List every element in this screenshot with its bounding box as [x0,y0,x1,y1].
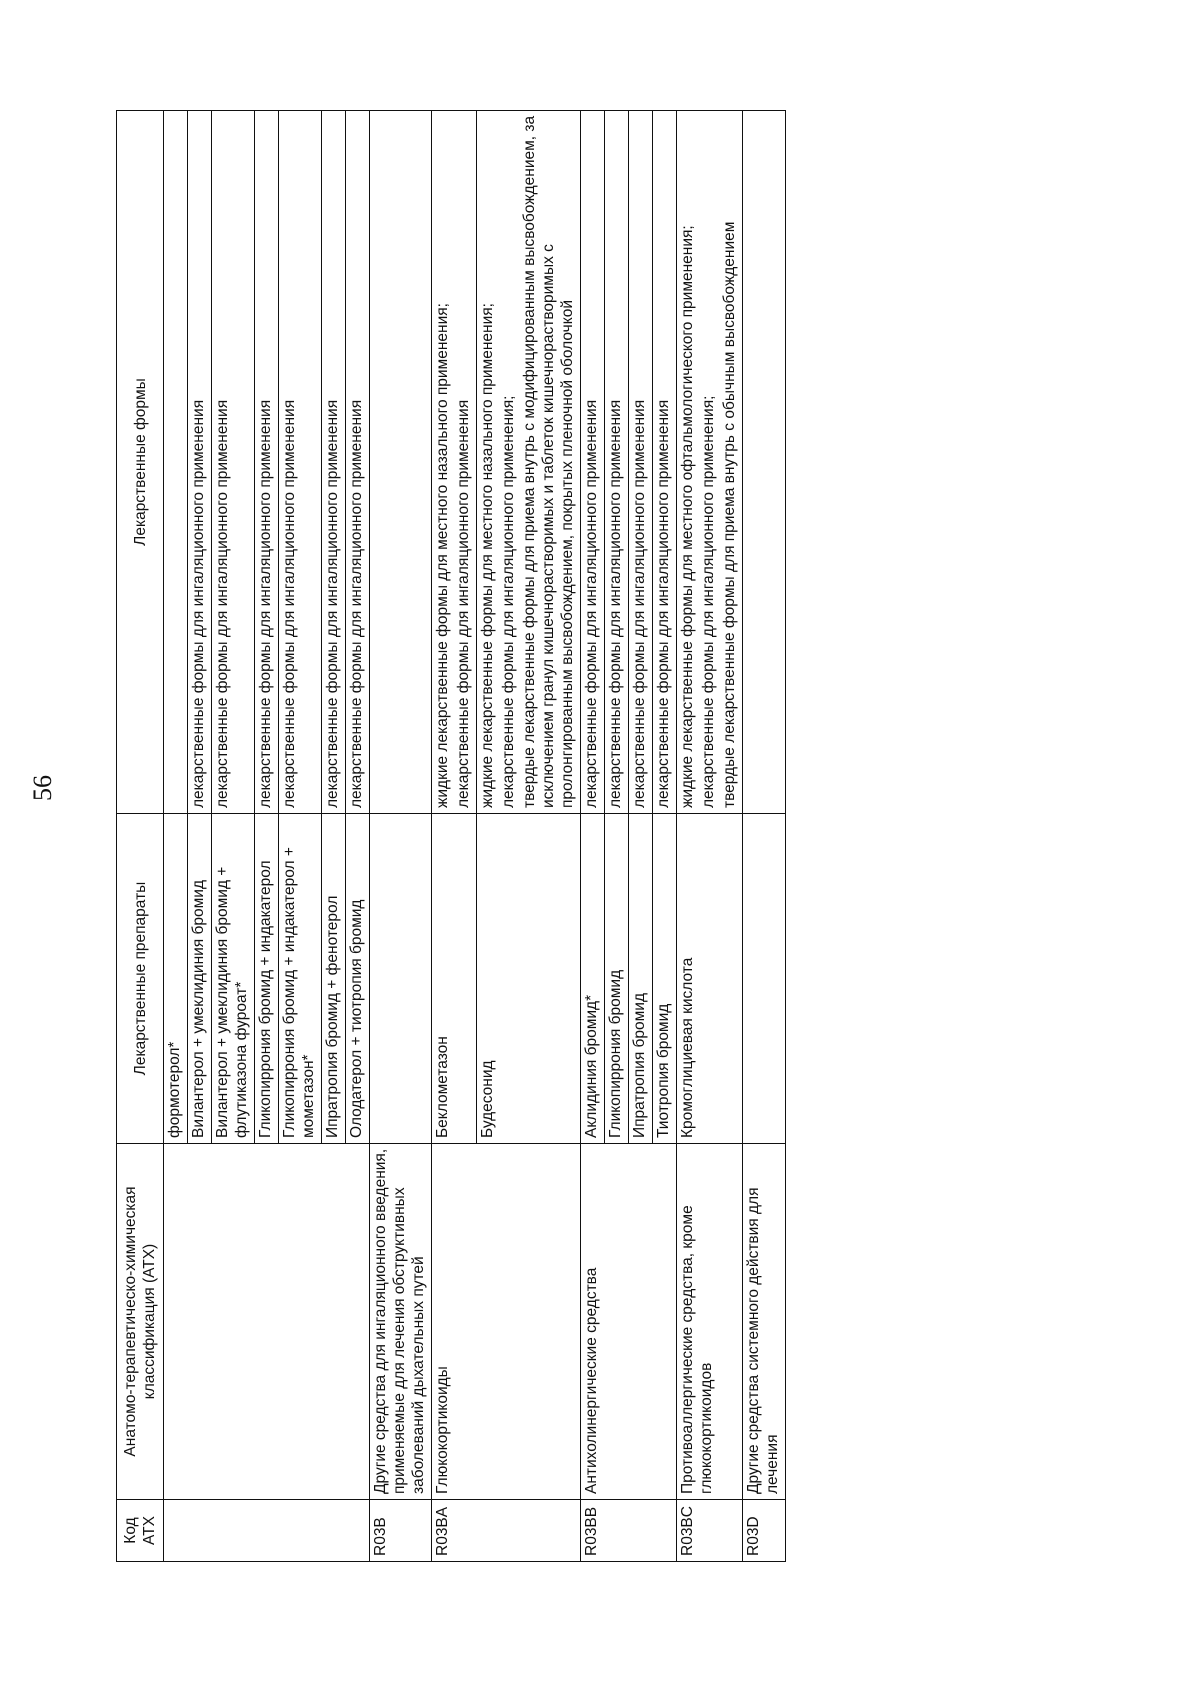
form-entry: твердые лекарственные формы для приема внутрь с обычным высвобождением [721,221,738,808]
drug-cell: Вилантерол + умеклидиния бромид [188,814,212,1144]
table-body [164,111,786,1562]
forms-cell [279,111,322,814]
drug-cell: Ипратропия бромид [629,814,653,1144]
drug-cell: Гликопиррония бромид + индакатерол [255,814,279,1144]
forms-cell [629,111,653,814]
table-row [581,111,605,1562]
forms-cell [743,111,786,814]
forms-cell [677,111,743,814]
classification-cell [164,1144,370,1500]
page-number-text: 56 [28,775,57,801]
drug-cell: Вилантерол + умеклидиния бромид + флутиказона фуроат* [212,814,255,1144]
form-entry: лекарственные формы для ингаляционного применения [324,399,341,808]
form-entry: лекарственные формы для ингаляционного применения [455,399,472,808]
code-cell: R03BC [677,1500,743,1562]
code-cell: R03D [743,1500,786,1562]
drug-cell: Аклидиния бромид* [581,814,605,1144]
form-entry: лекарственные формы для ингаляционного применения [631,399,648,808]
table-row [743,111,786,1562]
forms-cell [432,111,477,814]
forms-cell [346,111,370,814]
code-cell [164,1500,370,1562]
drug-cell [743,814,786,1144]
table-row [677,111,743,1562]
form-entry: лекарственные формы для ингаляционного применения; [700,395,717,808]
header-classification: Анатомо-терапевтическо-химическая классификация (АТХ) [117,1144,164,1500]
forms-cell [212,111,255,814]
form-entry: твердые лекарственные формы для приема внутрь с модифицированным высвобождением, за исключением гранул кишечнорастворимых и таблеток кишечнорастворимых с пролонгированным высвобождением, покрытых пленочной оболочкой [521,115,576,808]
table-row [370,111,432,1562]
form-entry: жидкие лекарственные формы для местного назального применения; [479,303,496,808]
classification-cell: Глюкокортикоиды [432,1144,581,1500]
code-cell: R03BA [432,1500,581,1562]
classification-cell: Другие средства системного действия для лечения [743,1144,786,1500]
table-header [117,111,164,1562]
form-entry: лекарственные формы для ингаляционного применения [348,399,365,808]
drug-cell: формотерол* [164,814,188,1144]
classification-cell: Противоаллергические средства, кроме глюкокортикоидов [677,1144,743,1500]
drug-cell: Гликопиррония бромид [605,814,629,1144]
forms-cell [605,111,629,814]
header-forms: Лекарственные формы [117,111,164,814]
form-entry: лекарственные формы для ингаляционного применения; [500,395,517,808]
code-cell: R03BB [581,1500,677,1562]
forms-cell [477,111,581,814]
drug-cell [370,814,432,1144]
form-entry: лекарственные формы для ингаляционного применения [655,399,672,808]
classification-cell: Антихолинергические средства [581,1144,677,1500]
form-entry: лекарственные формы для ингаляционного применения [257,399,274,808]
forms-cell [581,111,605,814]
table-row [432,111,477,1562]
header-code: Код АТХ [117,1500,164,1562]
forms-cell [653,111,677,814]
form-entry: лекарственные формы для ингаляционного применения [190,399,207,808]
drug-cell: Кромоглициевая кислота [677,814,743,1144]
forms-cell [370,111,432,814]
form-entry: лекарственные формы для ингаляционного применения [607,399,624,808]
form-entry: жидкие лекарственные формы для местного назального применения; [434,303,451,808]
header-drugs: Лекарственные препараты [117,814,164,1144]
drug-cell: Гликопиррония бромид + индакатерол + мометазон* [279,814,322,1144]
code-cell: R03B [370,1500,432,1562]
drug-cell: Тиотропия бромид [653,814,677,1144]
drug-cell: Ипратропия бромид + фенотерол [322,814,346,1144]
form-entry: лекарственные формы для ингаляционного применения [583,399,600,808]
table-row [164,111,188,1562]
header-row [117,111,164,1562]
forms-cell [322,111,346,814]
drug-cell: Беклометазон [432,814,477,1144]
classification-cell: Другие средства для ингаляционного введения, применяемые для лечения обструктивных заболеваний дыхательных путей [370,1144,432,1500]
forms-cell [164,111,188,814]
form-entry: жидкие лекарственные формы для местного офтальмологического применения; [679,225,696,808]
drug-cell: Будесонид [477,814,581,1144]
form-entry: лекарственные формы для ингаляционного применения [281,399,298,808]
forms-cell [255,111,279,814]
drug-cell: Олодатерол + тиотропия бромид [346,814,370,1144]
form-entry: лекарственные формы для ингаляционного применения [214,399,231,808]
rotated-table-container [116,110,1200,1562]
atx-table [116,110,786,1562]
forms-cell [188,111,212,814]
